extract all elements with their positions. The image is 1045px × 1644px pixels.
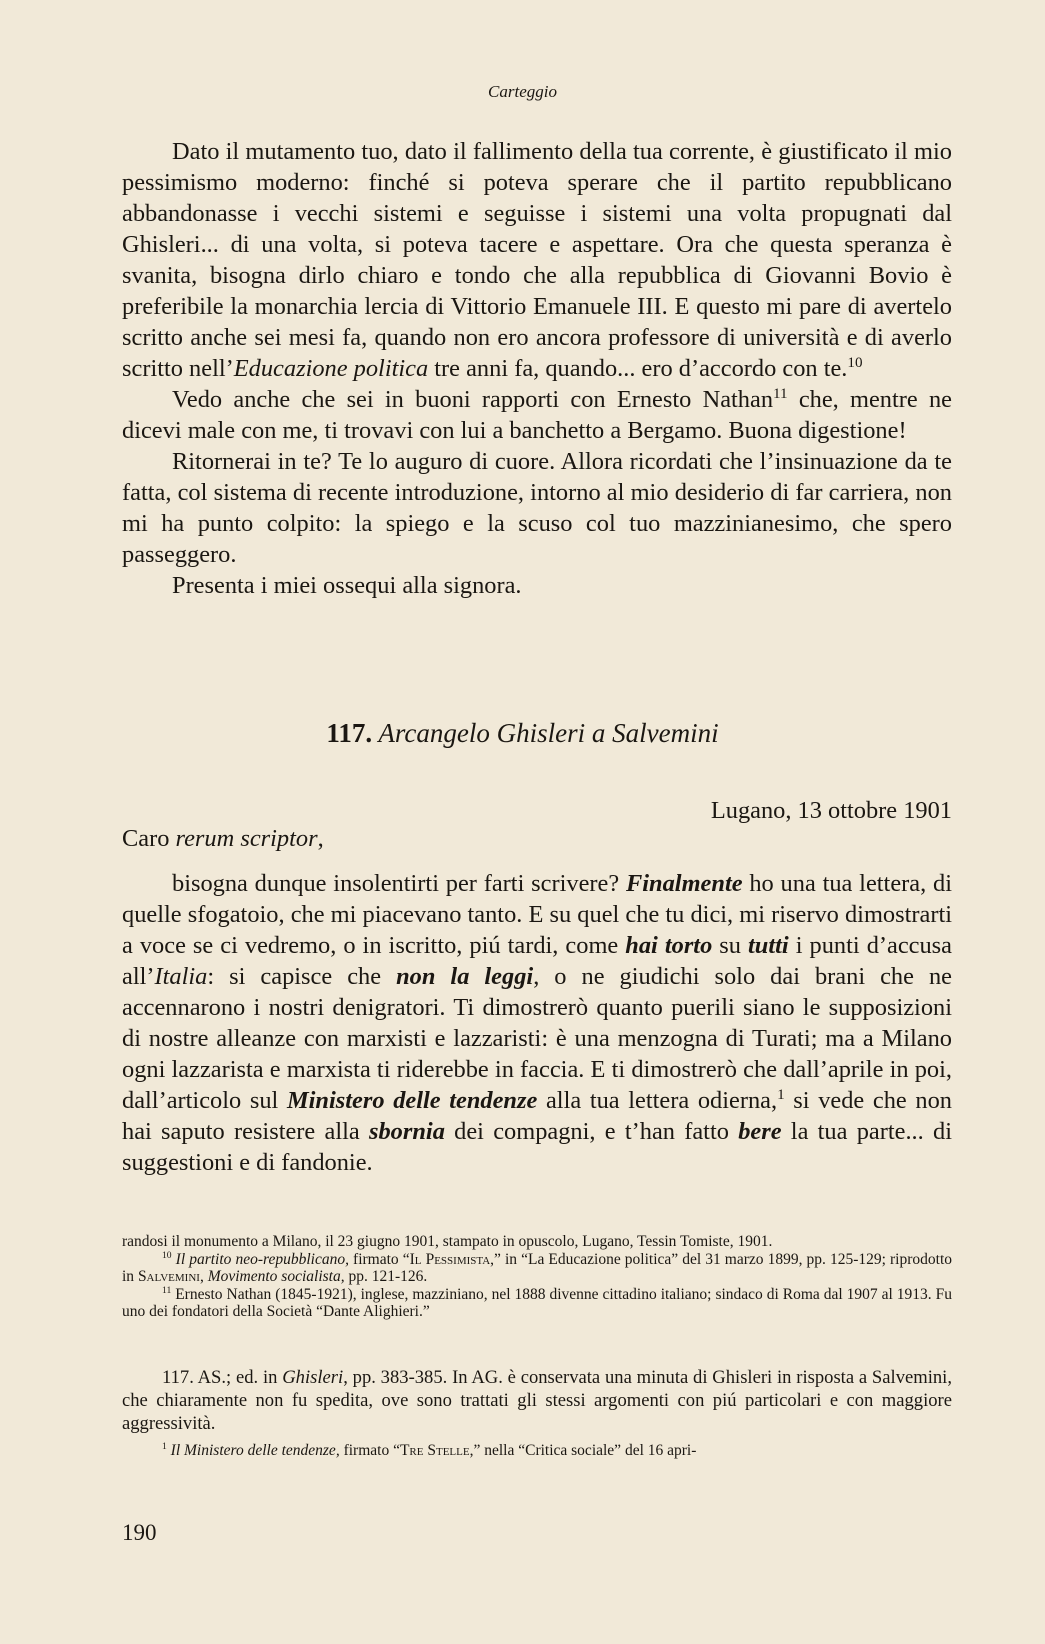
- salutation: Caro rerum scriptor,: [122, 825, 324, 852]
- letter-end-text: [122, 136, 952, 601]
- paragraph: Vedo anche che sei in buoni rapporti con Ernesto Nathan$^{11}$ che, mentre ne dicevi male con me, ti trovavi con lui a banchetto a Bergamo. Buona digestione!: [122, 385, 952, 444]
- place-date: Lugano, 13 ottobre 1901: [710, 797, 952, 824]
- paragraph: Presenta i miei ossequi alla signora.: [172, 572, 522, 599]
- running-header: Carteggio: [488, 82, 557, 101]
- paragraph: bisogna dunque insolentirti per farti scrivere? Finalmente ho una tua lettera, di quelle sfogatoio, che mi piacevano tanto. E su quel che tu dici, mi riservo dimostrarti a voce se ci vedremo, o in iscritto, piú tardi, come hai torto su tutti i punti d’accusa all’Italia: si capisce che non la leggi, o ne giudichi solo dai brani che ne accennarono i nostri denigratori. Ti dimostrerò quanto puerili siano le supposizioni di nostre alleanze con marxisti e lazzaristi: è una menzogna di Turati; ma a Milano ogni lazzarista e marxista ti riderebbe in faccia. E ti dimostrerò che dall’aprile in poi, dall’articolo sul Ministero delle tendenze alla tua lettera odierna,$^1$ si vede che non hai saputo resistere alla sbornia dei compagni, e t’han fatto bere la tua parte... di suggestioni e di fandonie.: [122, 870, 952, 1176]
- source-note: 117. AS.; ed. in Ghisleri, pp. 383-385. In AG. è conservata una minuta di Ghisleri in risposta a Salvemini, che chiaramente non fu spedita, ove sono trattati gli stessi argomenti con piú particolari e con maggiore aggressività.: [122, 1367, 952, 1434]
- page-number: 190: [122, 1520, 157, 1545]
- footnote-11: $^{11}$ Ernesto Nathan (1845-1921), inglese, mazziniano, nel 1888 divenne cittadino italiano; sindaco di Roma dal 1907 al 1913. Fu uno dei fondatori della Società “Dante Alighieri.”: [122, 1284, 952, 1320]
- footnotes-previous-letter: [122, 1233, 952, 1321]
- footnote-continuation: randosi il monumento a Milano, il 23 giugno 1901, stampato in opuscolo, Lugano, Tessin Tomiste, 1901.: [122, 1233, 773, 1250]
- footnote-10: $^{10}$ Il partito neo-repubblicano, firmato “Il Pessimista,” in “La Educazione politica” del 31 marzo 1899, pp. 125-129; riprodotto in Salvemini, Movimento socialista, pp. 121-126.: [122, 1249, 952, 1285]
- letter-body: [122, 868, 952, 1178]
- letter-number: 117.: [326, 718, 373, 748]
- letter-heading: [0, 718, 1045, 749]
- paragraph: Dato il mutamento tuo, dato il fallimento della tua corrente, è giustificato il mio pessimismo moderno: finché si poteva sperare che il partito repubblicano abbandonasse i vecchi sistemi e seguisse i sistemi una volta propugnati dal Ghisleri... di una volta, si poteva tacere e aspettare. Ora che questa speranza è svanita, bisogna dirlo chiaro e tondo che alla repubblica di Giovanni Bovio è preferibile la monarchia lercia di Vittorio Emanuele III. E questo mi pare di avertelo scritto anche sei mesi fa, quando non ero ancora professore di università e di averlo scritto nell’Educazione politica tre anni fa, quando... ero d’accordo con te.$^{10}$: [122, 138, 952, 382]
- letter-title: Arcangelo Ghisleri a Salvemini: [378, 718, 719, 748]
- footnote-1: $^1$ Il Ministero delle tendenze, firmato “Tre Stelle,” nella “Critica sociale” del 16 apri-: [162, 1440, 697, 1459]
- footnotes-letter-117: [122, 1366, 952, 1462]
- paragraph: Ritornerai in te? Te lo auguro di cuore. Allora ricordati che l’insinuazione da te fatta, col sistema di recente introduzione, intorno al mio desiderio di far carriera, non mi ha punto colpito: la spiego e la scuso col tuo mazzinianesimo, che spero passeggero.: [122, 448, 952, 568]
